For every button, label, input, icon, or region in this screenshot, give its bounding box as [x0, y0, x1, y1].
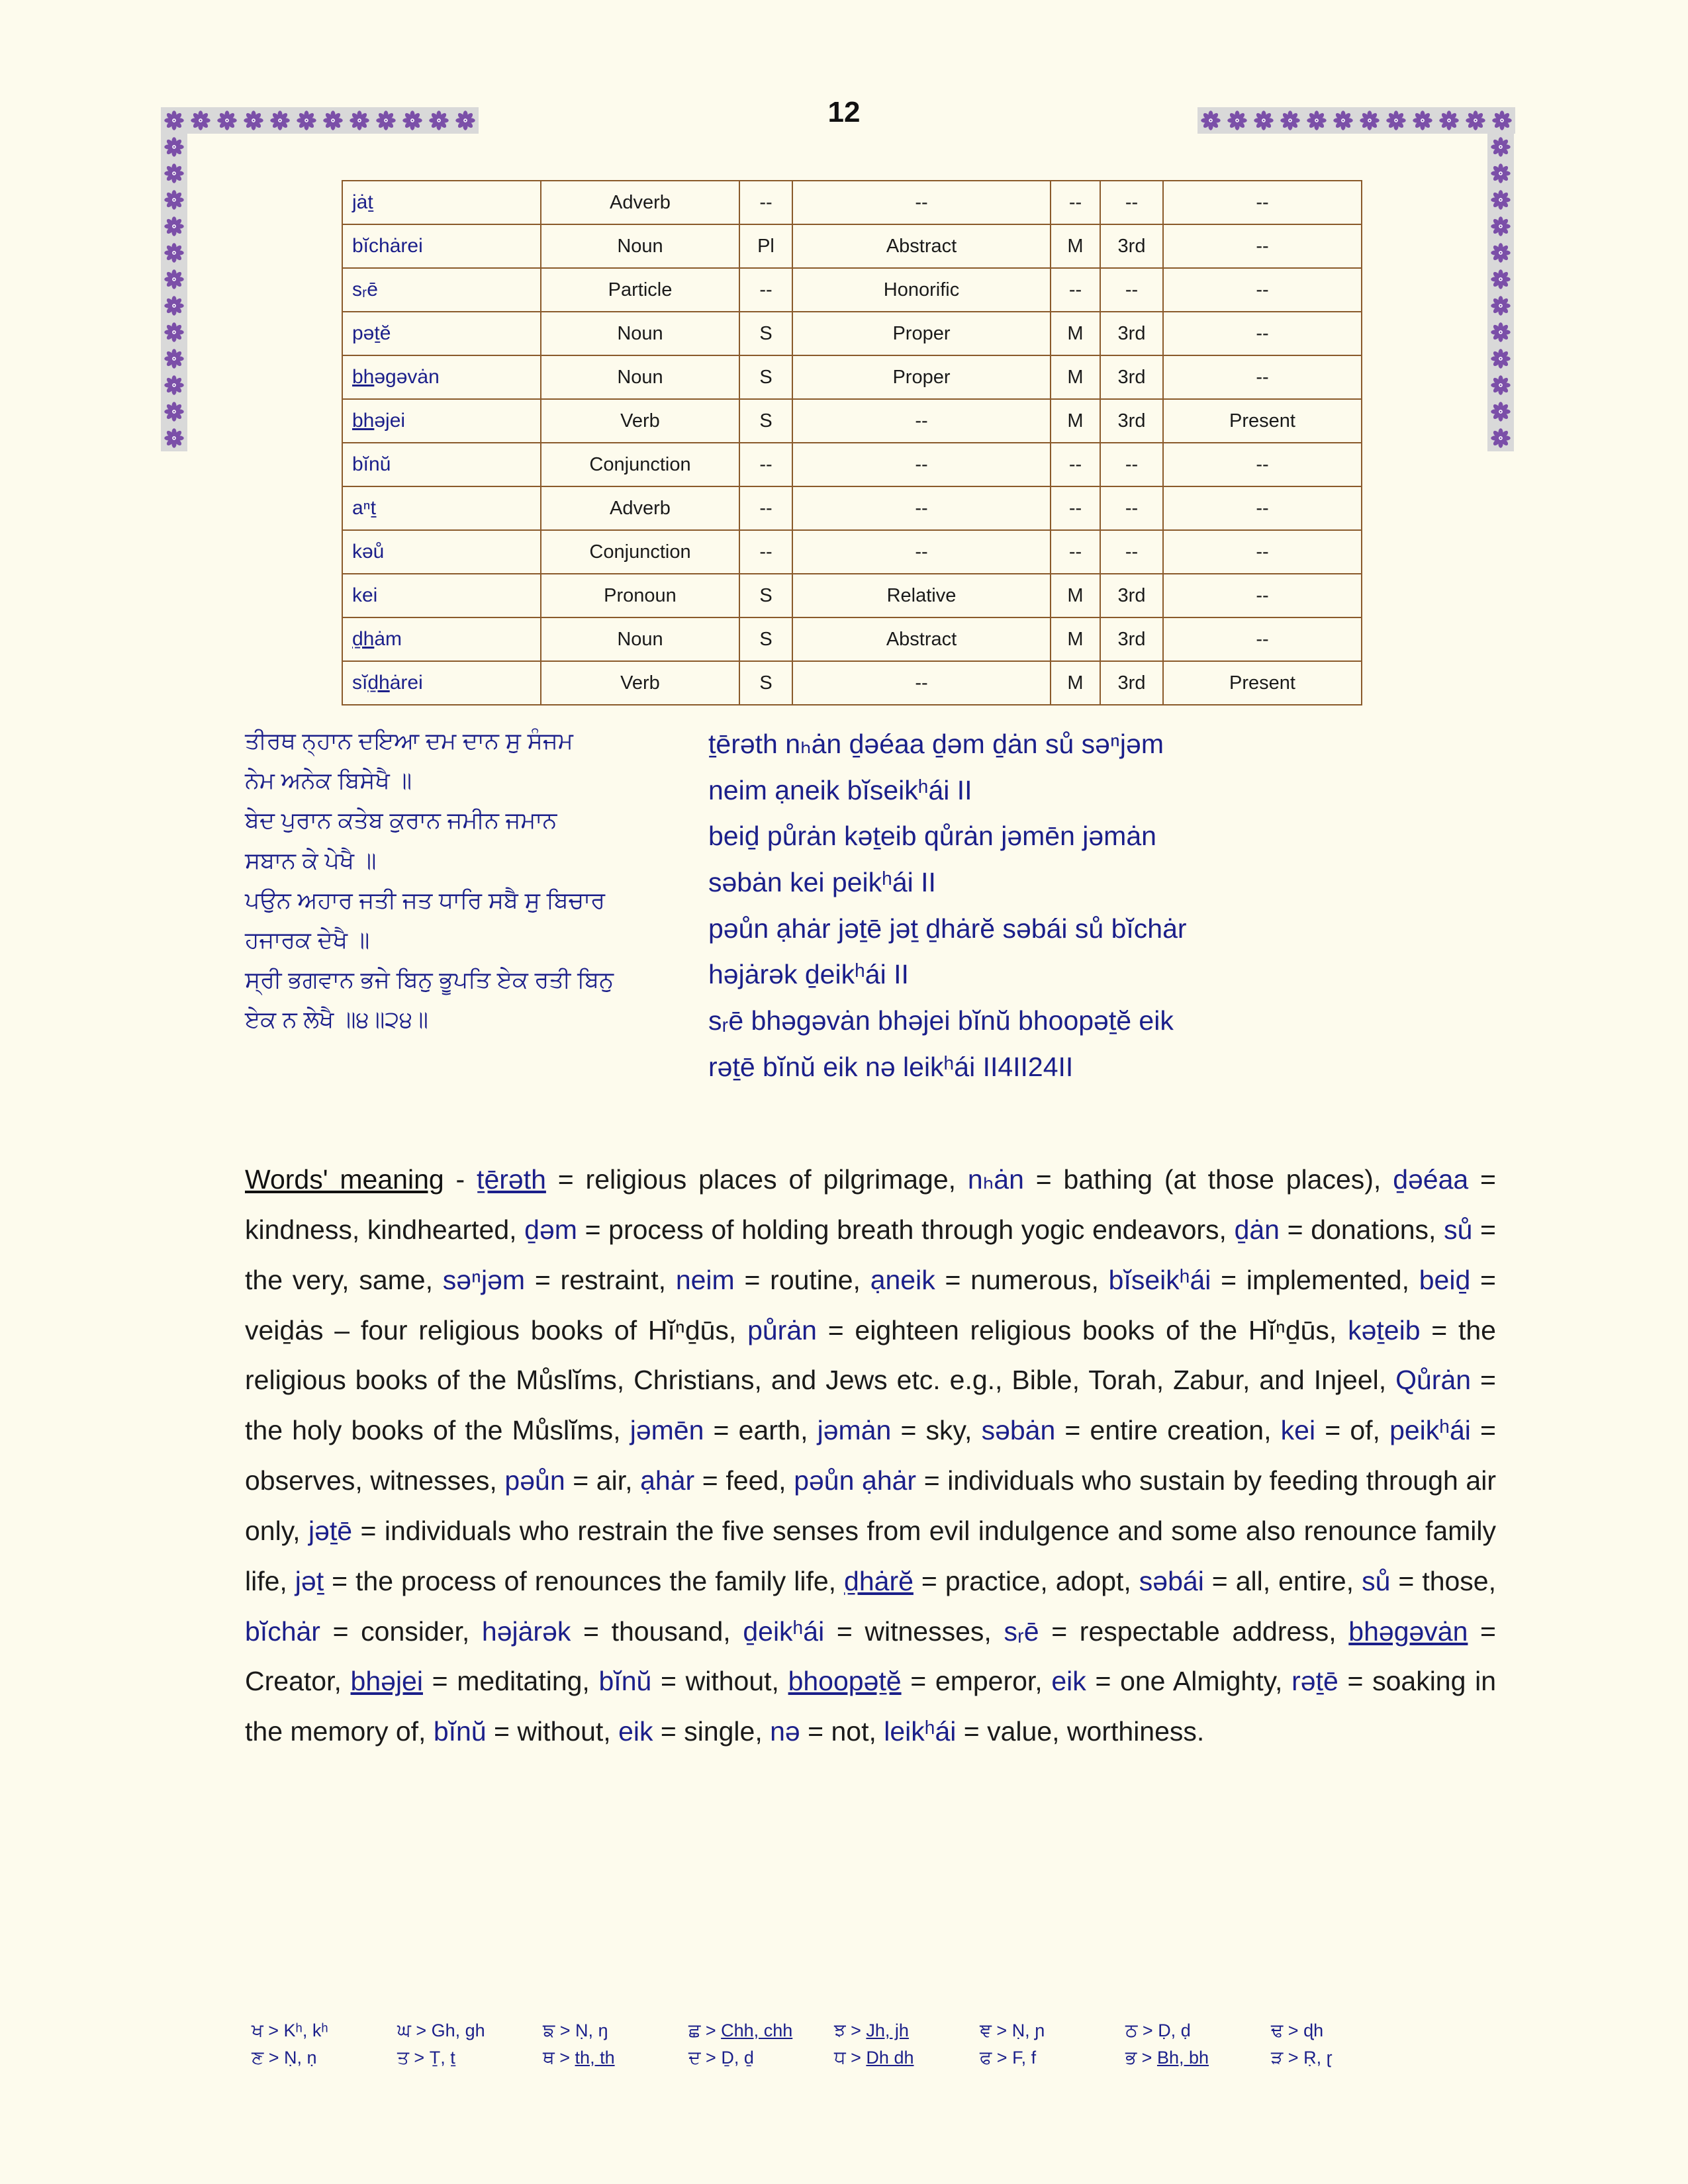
grammar-number-cell: S: [739, 574, 792, 617]
meaning-definition: = Creator,: [245, 1615, 1496, 1697]
floral-ornament-icon: [1487, 266, 1514, 293]
meaning-definition: = entire creation,: [1055, 1415, 1281, 1446]
meaning-term: ḏəéaa: [1393, 1164, 1469, 1195]
grammar-tense-cell: --: [1163, 268, 1362, 312]
table-row: [342, 312, 1362, 355]
meaning-term: ạhȧr: [640, 1465, 695, 1496]
grammar-type-cell: Proper: [792, 312, 1051, 355]
floral-ornament-icon: [1487, 293, 1514, 319]
grammar-gender-cell: M: [1051, 399, 1100, 443]
grammar-person-cell: 3rd: [1100, 224, 1163, 268]
meaning-definition: = the holy books of the Můslĭms,: [245, 1365, 1496, 1446]
table-row: [342, 399, 1362, 443]
grammar-pos-cell: Adverb: [541, 486, 739, 530]
verse-line-transliteration: pəůn ạhȧr jəṯē jəṯ ḏhȧrĕ səbái sů bĭchȧr: [708, 913, 1187, 944]
table-row: [342, 268, 1362, 312]
grammar-word-cell: ḏhȧm: [342, 617, 541, 661]
legend-gurmukhi-letter: ਙ: [543, 2020, 555, 2040]
floral-ornament-icon: [161, 319, 187, 345]
meaning-definition: = routine,: [734, 1264, 870, 1295]
meaning-definition: = eighteen religious books of the Hĭⁿḏūs,: [816, 1314, 1348, 1345]
verse-line-gurmukhi: ਏਕ ਨ ਲੇਖੈ ॥੪॥੨੪॥: [245, 1007, 428, 1033]
meaning-definition: = donations,: [1280, 1214, 1444, 1245]
legend-item: ਧ > Dh dh: [834, 2047, 914, 2068]
grammar-type-cell: Proper: [792, 355, 1051, 399]
legend-mapping: Ḍ, ḍ: [1158, 2021, 1191, 2040]
meaning-term: sᵣē: [1004, 1615, 1039, 1647]
grammar-pos-cell: Noun: [541, 224, 739, 268]
meaning-definition: = soaking in the memory of,: [245, 1666, 1496, 1747]
meaning-definition: = restraint,: [525, 1264, 676, 1295]
grammar-gender-cell: --: [1051, 268, 1100, 312]
grammar-number-cell: --: [739, 486, 792, 530]
legend-row: [252, 2047, 1417, 2069]
meaning-term: ṯērəth: [477, 1164, 546, 1195]
verse-line-gurmukhi: ਨੇਮ ਅਨੇਕ ਬਿਸੇਖੈ ॥: [245, 768, 412, 794]
meaning-term: jəṯē: [308, 1515, 353, 1546]
grammar-pos-cell: Noun: [541, 312, 739, 355]
meaning-definition: = value, worthiness.: [956, 1716, 1205, 1747]
meaning-definition: = witnesses,: [824, 1615, 1004, 1647]
legend-item: ਣ > Ṇ, ṇ: [252, 2047, 317, 2068]
grammar-gender-cell: M: [1051, 355, 1100, 399]
legend-item: ਤ > Ṯ, ṯ: [397, 2047, 455, 2068]
legend-row: [252, 2020, 1417, 2042]
legend-mapping: Ṇ, ɲ: [1011, 2021, 1045, 2040]
legend-item: ਢ > ɖh: [1271, 2020, 1324, 2040]
meaning-term: leikʰái: [884, 1716, 957, 1747]
floral-ornament-icon: [161, 345, 187, 372]
grammar-person-cell: --: [1100, 268, 1163, 312]
floral-ornament-icon: [161, 372, 187, 398]
legend-mapping: Ḏ, ḏ: [721, 2048, 754, 2068]
meaning-definition: = all, entire,: [1203, 1565, 1362, 1596]
grammar-table-container: [342, 180, 1361, 705]
grammar-gender-cell: --: [1051, 530, 1100, 574]
meaning-definition: = numerous,: [935, 1264, 1109, 1295]
grammar-word-cell: bĭchȧrei: [342, 224, 541, 268]
grammar-number-cell: --: [739, 268, 792, 312]
meaning-term: ḏȧn: [1234, 1214, 1280, 1245]
words-meaning-separator: -: [444, 1164, 477, 1195]
grammar-type-cell: Honorific: [792, 268, 1051, 312]
legend-mapping: Ṇ, ŋ: [575, 2021, 608, 2040]
grammar-gender-cell: M: [1051, 661, 1100, 705]
legend-mapping: Gh, gh: [431, 2021, 485, 2040]
meaning-definition: = of,: [1315, 1415, 1390, 1446]
grammar-pos-cell: Verb: [541, 661, 739, 705]
meaning-term: bĭnŭ: [433, 1716, 487, 1747]
verse-line-transliteration: beiḏ půrȧn kəṯeib qůrȧn jəmēn jəmȧn: [708, 821, 1156, 852]
legend-item: ਞ > Ṇ, ɲ: [980, 2020, 1045, 2040]
verse-line-transliteration: sᵣē bhəgəvȧn bhəjei bĭnŭ bhoopəṯĕ eik: [708, 1005, 1174, 1036]
meaning-term: bhoopəṯĕ: [788, 1666, 902, 1697]
grammar-gender-cell: M: [1051, 617, 1100, 661]
grammar-pos-cell: Adverb: [541, 181, 739, 224]
floral-ornament-icon: [161, 293, 187, 319]
grammar-tense-cell: --: [1163, 355, 1362, 399]
meaning-term: ạneik: [870, 1264, 935, 1295]
grammar-gender-cell: --: [1051, 443, 1100, 486]
grammar-pos-cell: Verb: [541, 399, 739, 443]
legend-gurmukhi-letter: ਦ: [688, 2047, 701, 2068]
meaning-definition: = thousand,: [571, 1615, 743, 1647]
meaning-term: bhəgəvȧn: [1348, 1615, 1468, 1647]
grammar-gender-cell: M: [1051, 574, 1100, 617]
legend-item: ਝ > Jh, jh: [834, 2020, 909, 2040]
meaning-definition: = without,: [486, 1716, 619, 1747]
meaning-term: beiḏ: [1419, 1264, 1471, 1295]
legend-item: ੜ > Ṛ, ɽ: [1271, 2047, 1333, 2068]
legend-mapping: Bh, bh: [1156, 2048, 1209, 2068]
grammar-pos-cell: Particle: [541, 268, 739, 312]
legend-gurmukhi-letter: ਝ: [834, 2020, 846, 2040]
legend-item: ਫ > F, f: [980, 2047, 1037, 2068]
floral-ornament-icon: [1487, 213, 1514, 240]
grammar-word-cell: aⁿṯ: [342, 486, 541, 530]
meaning-definition: = consider,: [320, 1615, 482, 1647]
grammar-person-cell: 3rd: [1100, 399, 1163, 443]
meaning-definition: = veiḏȧs – four religious books of Hĭⁿḏūs,: [245, 1264, 1496, 1345]
meaning-term: sů: [1362, 1565, 1391, 1596]
meaning-term: eik: [618, 1716, 653, 1747]
floral-ornament-icon: [1487, 425, 1514, 451]
legend-gurmukhi-letter: ਖ: [252, 2020, 263, 2040]
table-row: [342, 661, 1362, 705]
meaning-definition: = air,: [565, 1465, 641, 1496]
legend-mapping: Ṛ, ɽ: [1303, 2048, 1333, 2068]
floral-ornament-icon: [1487, 372, 1514, 398]
meaning-definition: = observes, witnesses,: [245, 1415, 1497, 1496]
meaning-definition: = respectable address,: [1039, 1615, 1349, 1647]
meaning-term: peikʰái: [1389, 1415, 1471, 1446]
grammar-number-cell: --: [739, 181, 792, 224]
legend-gurmukhi-letter: ਧ: [834, 2047, 846, 2068]
grammar-person-cell: 3rd: [1100, 355, 1163, 399]
grammar-type-cell: --: [792, 181, 1051, 224]
grammar-pos-cell: Noun: [541, 617, 739, 661]
meaning-term: kei: [1280, 1415, 1316, 1446]
floral-ornament-icon: [1487, 134, 1514, 160]
words-meaning-heading: Words' meaning: [245, 1164, 444, 1195]
verse-line-transliteration: ṯērəth nₕȧn ḏəéaa ḏəm ḏȧn sů səⁿjəm: [708, 729, 1164, 759]
meaning-term: nₕȧn: [967, 1164, 1024, 1195]
floral-ornament-icon: [161, 425, 187, 451]
legend-item: ਖ > Kʰ, kʰ: [252, 2020, 328, 2040]
meaning-definition: = single,: [653, 1716, 771, 1747]
grammar-word-cell: sᵣē: [342, 268, 541, 312]
floral-ornament-icon: [1487, 160, 1514, 187]
meaning-term: həjȧrək: [481, 1615, 571, 1647]
table-row: [342, 355, 1362, 399]
legend-item: ਛ > Chh, chh: [688, 2020, 793, 2040]
legend-item: ਙ > Ṇ, ŋ: [543, 2020, 608, 2040]
meaning-term: rəṯē: [1291, 1666, 1338, 1697]
meaning-term: bhəjei: [350, 1666, 423, 1697]
meaning-term: səbái: [1139, 1565, 1204, 1596]
legend-item: ਦ > Ḏ, ḏ: [688, 2047, 754, 2068]
grammar-gender-cell: M: [1051, 312, 1100, 355]
legend-mapping: Kʰ, kʰ: [283, 2021, 328, 2040]
grammar-gender-cell: --: [1051, 486, 1100, 530]
meaning-definition: = meditating,: [422, 1666, 599, 1697]
decorative-border-right: [1487, 134, 1514, 451]
table-row: [342, 574, 1362, 617]
floral-ornament-icon: [161, 134, 187, 160]
legend-mapping: Jh, jh: [866, 2021, 909, 2040]
legend-item: ਠ > Ḍ, ḍ: [1125, 2020, 1191, 2040]
floral-ornament-icon: [161, 240, 187, 266]
table-row: [342, 486, 1362, 530]
grammar-person-cell: --: [1100, 486, 1163, 530]
meaning-definition: = one Almighty,: [1086, 1666, 1292, 1697]
legend-gurmukhi-letter: ਠ: [1125, 2020, 1138, 2040]
legend-gurmukhi-letter: ਫ: [980, 2047, 992, 2068]
grammar-type-cell: --: [792, 399, 1051, 443]
grammar-person-cell: 3rd: [1100, 574, 1163, 617]
meaning-term: jəṯ: [295, 1565, 324, 1596]
meaning-definition: = without,: [651, 1666, 788, 1697]
legend-gurmukhi-letter: ਢ: [1271, 2020, 1284, 2040]
legend-mapping: Ṯ, ṯ: [429, 2048, 455, 2068]
grammar-pos-cell: Conjunction: [541, 530, 739, 574]
legend-item: ਭ > Bh, bh: [1125, 2047, 1209, 2068]
grammar-type-cell: --: [792, 486, 1051, 530]
verse-line-gurmukhi: ਹਜਾਰਕ ਦੇਖੈ ॥: [245, 927, 370, 953]
legend-gurmukhi-letter: ੜ: [1271, 2047, 1284, 2068]
transliteration-legend: [252, 2020, 1417, 2074]
meaning-term: ḏhȧrĕ: [844, 1565, 914, 1596]
meaning-definition: = the process of renounces the family life,: [324, 1565, 845, 1596]
grammar-type-cell: Abstract: [792, 224, 1051, 268]
verse-line-transliteration: neim ạneik bĭseikʰái II: [708, 774, 972, 805]
table-row: [342, 530, 1362, 574]
grammar-word-cell: kei: [342, 574, 541, 617]
table-row: [342, 224, 1362, 268]
meaning-definition: = bathing (at those places),: [1023, 1164, 1393, 1195]
meaning-definition: = not,: [800, 1716, 884, 1747]
grammar-pos-cell: Conjunction: [541, 443, 739, 486]
verse-line-gurmukhi: ਪਉਨ ਅਹਾਰ ਜਤੀ ਜਤ ਧਾਰਿ ਸਬੈ ਸੁ ਬਿਚਾਰ: [245, 887, 606, 913]
grammar-word-cell: kəů: [342, 530, 541, 574]
legend-mapping: ɖh: [1303, 2021, 1324, 2040]
meaning-term: sů: [1444, 1214, 1473, 1245]
legend-item: ਘ > Gh, gh: [397, 2020, 485, 2040]
grammar-number-cell: --: [739, 530, 792, 574]
meaning-term: Qůrȧn: [1395, 1365, 1472, 1396]
grammar-person-cell: 3rd: [1100, 312, 1163, 355]
meaning-definition: = religious places of pilgrimage,: [545, 1164, 968, 1195]
meaning-definition: = individuals who sustain by feeding through air only,: [245, 1465, 1496, 1546]
grammar-type-cell: --: [792, 530, 1051, 574]
grammar-number-cell: --: [739, 443, 792, 486]
grammar-number-cell: S: [739, 312, 792, 355]
grammar-number-cell: Pl: [739, 224, 792, 268]
grammar-tense-cell: Present: [1163, 661, 1362, 705]
verse-block: [245, 721, 1436, 1091]
grammar-word-cell: sĭḏhȧrei: [342, 661, 541, 705]
legend-gurmukhi-letter: ਤ: [397, 2047, 409, 2068]
meaning-definition: = practice, adopt,: [913, 1565, 1139, 1596]
meaning-definition: = earth,: [704, 1415, 818, 1446]
meaning-definition: = the religious books of the Můslĭms, Christians, and Jews etc. e.g., Bible, Torah, Zabur, and Injeel,: [245, 1314, 1496, 1396]
grammar-word-cell: bhəgəvȧn: [342, 355, 541, 399]
meaning-definition: = the very, same,: [245, 1214, 1496, 1295]
grammar-tense-cell: --: [1163, 312, 1362, 355]
meaning-term: bĭseikʰái: [1108, 1264, 1211, 1295]
grammar-tense-cell: --: [1163, 617, 1362, 661]
meaning-term: ḏeikʰái: [743, 1615, 825, 1647]
grammar-tense-cell: --: [1163, 224, 1362, 268]
meaning-term: jəmȧn: [817, 1415, 892, 1446]
legend-gurmukhi-letter: ਥ: [543, 2047, 555, 2068]
grammar-tense-cell: --: [1163, 574, 1362, 617]
grammar-table: [342, 180, 1362, 705]
meaning-definition: = implemented,: [1211, 1264, 1419, 1295]
verse-line-gurmukhi: ਤੀਰਥ ਨ੍ਹਾਨ ਦਇਆ ਦਮ ਦਾਨ ਸੁ ਸੰਜਮ: [245, 728, 573, 754]
floral-ornament-icon: [161, 187, 187, 213]
floral-ornament-icon: [1487, 319, 1514, 345]
meaning-term: půrȧn: [747, 1314, 817, 1345]
legend-mapping: Dh dh: [866, 2048, 914, 2068]
meaning-definition: = emperor,: [901, 1666, 1052, 1697]
grammar-tense-cell: Present: [1163, 399, 1362, 443]
legend-gurmukhi-letter: ਣ: [252, 2047, 264, 2068]
meaning-term: pəůn ạhȧr: [794, 1465, 917, 1496]
grammar-table-body: [342, 181, 1362, 705]
legend-gurmukhi-letter: ਛ: [688, 2020, 701, 2040]
meaning-term: eik: [1051, 1666, 1086, 1697]
grammar-word-cell: bhəjei: [342, 399, 541, 443]
table-row: [342, 181, 1362, 224]
meaning-term: səbȧn: [981, 1415, 1056, 1446]
grammar-person-cell: 3rd: [1100, 617, 1163, 661]
grammar-number-cell: S: [739, 661, 792, 705]
legend-gurmukhi-letter: ਞ: [980, 2020, 992, 2040]
grammar-person-cell: --: [1100, 443, 1163, 486]
grammar-number-cell: S: [739, 399, 792, 443]
page-number: 12: [827, 96, 861, 128]
grammar-word-cell: bĭnŭ: [342, 443, 541, 486]
grammar-pos-cell: Pronoun: [541, 574, 739, 617]
floral-ornament-icon: [1487, 345, 1514, 372]
meaning-term: bĭchȧr: [245, 1615, 320, 1647]
meaning-definition: = process of holding breath through yogic endeavors,: [577, 1214, 1235, 1245]
floral-ornament-icon: [1487, 398, 1514, 425]
grammar-type-cell: --: [792, 443, 1051, 486]
verse-gurmukhi-column: [245, 721, 708, 1091]
grammar-person-cell: --: [1100, 181, 1163, 224]
floral-ornament-icon: [161, 160, 187, 187]
meaning-term: jəmēn: [630, 1415, 704, 1446]
floral-ornament-icon: [161, 398, 187, 425]
meaning-definition: = those,: [1390, 1565, 1497, 1596]
meaning-term: pəůn: [504, 1465, 565, 1496]
grammar-tense-cell: --: [1163, 443, 1362, 486]
verse-line-gurmukhi: ਸਬਾਨ ਕੇ ਪੇਖੈ ॥: [245, 847, 377, 874]
grammar-person-cell: 3rd: [1100, 661, 1163, 705]
verse-line-gurmukhi: ਸ੍ਰੀ ਭਗਵਾਨ ਭਜੇ ਬਿਨੁ ਭੂਪਤਿ ਏਕ ਰਤੀ ਬਿਨੁ: [245, 967, 614, 993]
meaning-term: ḏəm: [524, 1214, 577, 1245]
legend-item: ਥ > th, th: [543, 2047, 615, 2068]
meaning-term: səⁿjəm: [442, 1264, 526, 1295]
legend-gurmukhi-letter: ਘ: [397, 2020, 411, 2040]
meaning-definition: = individuals who restrain the five senses from evil indulgence and some also renounce family life,: [245, 1515, 1497, 1596]
grammar-type-cell: --: [792, 661, 1051, 705]
verse-line-transliteration: həjȧrək ḏeikʰái II: [708, 959, 909, 990]
floral-ornament-icon: [161, 266, 187, 293]
meaning-definition: = kindness, kindhearted,: [245, 1164, 1497, 1245]
table-row: [342, 617, 1362, 661]
grammar-gender-cell: M: [1051, 224, 1100, 268]
legend-gurmukhi-letter: ਭ: [1125, 2047, 1137, 2068]
verse-line-transliteration: rəṯē bĭnŭ eik nə leikʰái II4II24II: [708, 1051, 1074, 1082]
grammar-word-cell: jȧṯ: [342, 181, 541, 224]
meaning-definition: = feed,: [694, 1465, 794, 1496]
legend-mapping: Ṇ, ṇ: [284, 2048, 317, 2068]
grammar-tense-cell: --: [1163, 181, 1362, 224]
grammar-type-cell: Relative: [792, 574, 1051, 617]
meaning-term: bĭnŭ: [598, 1666, 652, 1697]
legend-mapping: F, f: [1012, 2048, 1037, 2068]
grammar-number-cell: S: [739, 617, 792, 661]
verse-line-transliteration: səbȧn kei peikʰái II: [708, 867, 936, 898]
grammar-pos-cell: Noun: [541, 355, 739, 399]
grammar-number-cell: S: [739, 355, 792, 399]
legend-mapping: Chh, chh: [721, 2021, 793, 2040]
grammar-person-cell: --: [1100, 530, 1163, 574]
decorative-border-left: [161, 134, 187, 451]
legend-mapping: th, th: [575, 2048, 615, 2068]
floral-ornament-icon: [1487, 187, 1514, 213]
meaning-term: nə: [770, 1716, 800, 1747]
floral-ornament-icon: [161, 213, 187, 240]
meaning-term: kəṯeib: [1348, 1314, 1421, 1345]
words-meaning-paragraph: [245, 1155, 1496, 1757]
meaning-term: neim: [675, 1264, 735, 1295]
floral-ornament-icon: [1487, 240, 1514, 266]
grammar-tense-cell: --: [1163, 530, 1362, 574]
meaning-definition: = sky,: [891, 1415, 982, 1446]
verse-transliteration-column: [708, 721, 1430, 1091]
table-row: [342, 443, 1362, 486]
grammar-type-cell: Abstract: [792, 617, 1051, 661]
grammar-word-cell: pəṯĕ: [342, 312, 541, 355]
grammar-gender-cell: --: [1051, 181, 1100, 224]
verse-line-gurmukhi: ਬੇਦ ਪੁਰਾਨ ਕਤੇਬ ਕੁਰਾਨ ਜਮੀਨ ਜਮਾਨ: [245, 807, 557, 834]
grammar-tense-cell: --: [1163, 486, 1362, 530]
